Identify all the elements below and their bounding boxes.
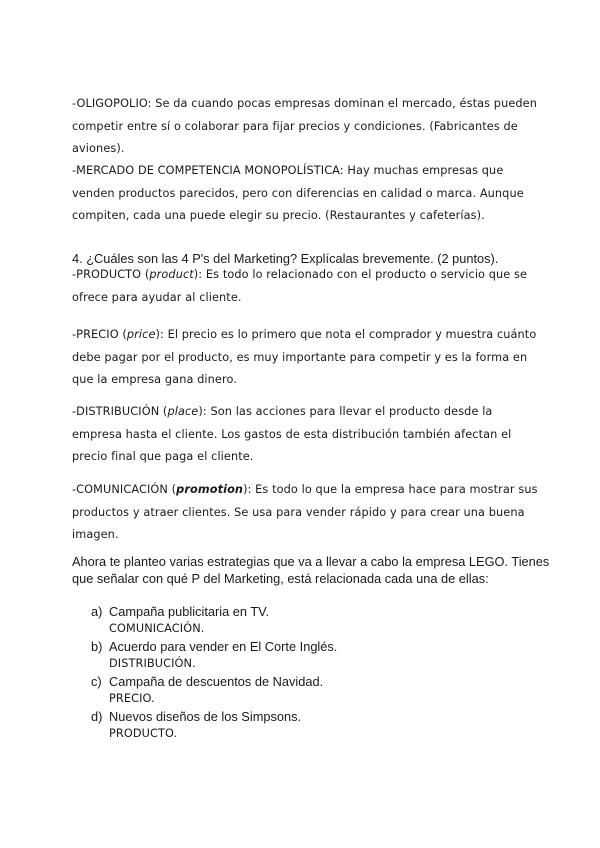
strategy-answer: DISTRIBUCIÓN.: [109, 657, 196, 670]
precio-line-2: debe pagar por el producto, es muy importante para competir y es la forma en: [72, 350, 528, 364]
list-marker: a): [91, 604, 103, 619]
distribucion-paragraph: [72, 401, 542, 469]
producto-term: product: [149, 268, 194, 281]
comunicacion-line-2: productos y atraer clientes. Se usa para vender rápido y para crear una buena: [72, 505, 525, 519]
list-marker: d): [91, 709, 103, 724]
strategy-answer: PRODUCTO.: [109, 727, 178, 740]
distribucion-line-2: empresa hasta el cliente. Los gastos de esta distribución también afectan el: [72, 427, 512, 441]
oligopolio-line-3: aviones).: [72, 142, 125, 155]
distribucion-line-3: precio final que paga el cliente.: [72, 450, 254, 463]
producto-paragraph: [72, 264, 542, 309]
list-marker: b): [91, 639, 103, 654]
list-item: [91, 638, 531, 673]
oligopolio-line-1: -OLIGOPOLIO: Se da cuando pocas empresas dominan el mercado, éstas pueden: [72, 97, 537, 110]
comunicacion-term: promotion: [176, 483, 244, 496]
producto-prefix: -PRODUCTO (: [72, 268, 150, 281]
intro-line-2: que señalar con qué P del Marketing, está relacionada cada una de ellas:: [72, 571, 489, 586]
comunicacion-paragraph: [72, 479, 542, 547]
strategy-text: Nuevos diseños de los Simpsons.: [109, 709, 302, 724]
intro-paragraph: [72, 553, 550, 587]
question-text: 4. ¿Cuáles son las 4 P's del Marketing? Explícalas brevemente. (2 puntos).: [72, 251, 499, 266]
competencia-paragraph: [72, 160, 542, 228]
comunicacion-line-3: imagen.: [72, 528, 119, 541]
producto-rest: ): Es todo lo relacionado con el producto o servicio que se: [193, 268, 528, 281]
precio-line-3: que la empresa gana dinero.: [72, 373, 237, 386]
strategy-list: [91, 603, 531, 743]
comunicacion-prefix: -COMUNICACIÓN (: [72, 483, 177, 496]
comunicacion-rest: ): Es todo lo que la empresa hace para mostrar sus: [243, 483, 538, 496]
oligopolio-paragraph: [72, 93, 542, 161]
list-item: [91, 708, 531, 743]
producto-line-1: [72, 264, 542, 287]
competencia-line-2: venden productos parecidos, pero con diferencias en calidad o marca. Aunque: [72, 186, 524, 200]
strategy-answer: PRECIO.: [109, 692, 155, 705]
precio-rest: ): El precio es lo primero que nota el comprador y muestra cuánto: [155, 328, 537, 341]
precio-paragraph: [72, 324, 542, 392]
intro-line-1: Ahora te planteo varias estrategias que va a llevar a cabo la empresa LEGO. Tienes: [72, 554, 550, 569]
distribucion-prefix: -DISTRIBUCIÓN (: [72, 405, 168, 418]
oligopolio-line-2: competir entre sí o colaborar para fijar precios y condiciones. (Fabricantes de: [72, 119, 518, 133]
list-marker: c): [91, 674, 102, 689]
strategy-text: Campaña de descuentos de Navidad.: [109, 674, 324, 689]
producto-line-2: ofrece para ayudar al cliente.: [72, 290, 242, 304]
strategy-text: Campaña publicitaria en TV.: [109, 604, 270, 619]
precio-line-1: [72, 324, 542, 347]
competencia-line-3: compiten, cada una puede elegir su precio. (Restaurantes y cafeterías).: [72, 209, 485, 222]
comunicacion-line-1: [72, 479, 542, 502]
precio-prefix: -PRECIO (: [72, 328, 127, 341]
list-item: [91, 603, 531, 638]
strategy-text: Acuerdo para vender en El Corte Inglés.: [109, 639, 338, 654]
distribucion-rest: ): Son las acciones para llevar el producto desde la: [198, 405, 493, 418]
distribucion-term: place: [167, 405, 199, 418]
precio-term: price: [126, 328, 156, 341]
list-item: [91, 673, 531, 708]
distribucion-line-1: [72, 401, 542, 424]
competencia-line-1: -MERCADO DE COMPETENCIA MONOPOLÍSTICA: Hay muchas empresas que: [72, 164, 504, 177]
strategy-answer: COMUNICACIÓN.: [109, 622, 205, 635]
